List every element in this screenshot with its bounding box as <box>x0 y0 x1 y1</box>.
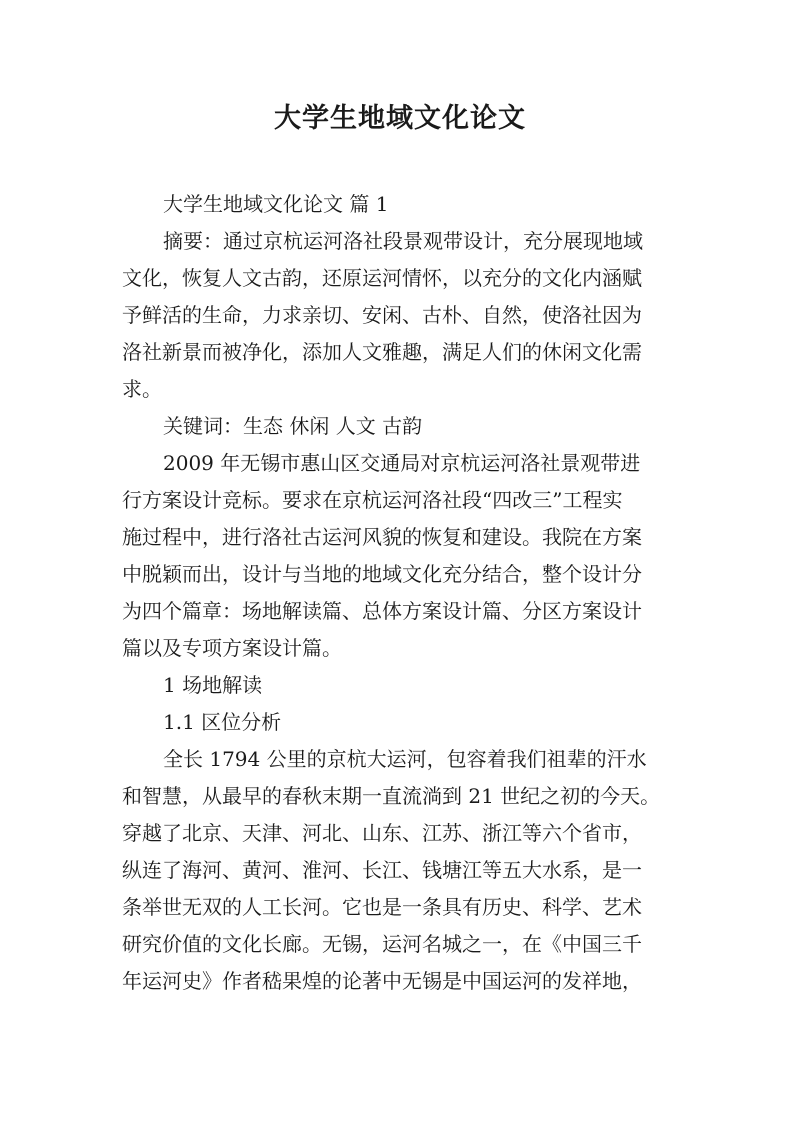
text-line: 研究价值的文化长廊。无锡，运河名城之一，在《中国三千 <box>122 932 642 956</box>
text-line: 大学生地域文化论文 篇 1 <box>163 192 389 216</box>
text-line: 条举世无双的人工长河。它也是一条具有历史、科学、艺术 <box>122 895 642 919</box>
text-line: 予鲜活的生命，力求亲切、安闲、古朴、自然，使洛社因为 <box>122 303 642 327</box>
text-line: 为四个篇章：场地解读篇、总体方案设计篇、分区方案设计 <box>122 599 642 623</box>
text-line: 纵连了海河、黄河、淮河、长江、钱塘江等五大水系，是一 <box>122 858 642 882</box>
document-body <box>122 186 682 1000</box>
text-line: 行方案设计竞标。要求在京杭运河洛社段“四改三”工程实 <box>122 488 623 512</box>
text-line: 1.1 区位分析 <box>163 710 282 734</box>
text-line: 1 场地解读 <box>163 673 263 697</box>
document-title: 大学生地域文化论文 <box>274 103 526 134</box>
text-line: 2009 年无锡市惠山区交通局对京杭运河洛社景观带进 <box>163 451 641 475</box>
text-line: 和智慧，从最早的春秋末期一直流淌到 21 世纪之初的今天。 <box>122 784 661 808</box>
text-line: 篇以及专项方案设计篇。 <box>122 636 342 660</box>
text-line: 关键词：生态 休闲 人文 古韵 <box>163 414 423 438</box>
text-line: 摘要：通过京杭运河洛社段景观带设计，充分展现地域 <box>163 229 643 253</box>
text-line: 年运河史》作者嵇果煌的论著中无锡是中国运河的发祥地， <box>122 969 642 993</box>
text-line: 穿越了北京、天津、河北、山东、江苏、浙江等六个省市， <box>122 821 642 845</box>
text-line: 中脱颖而出，设计与当地的地域文化充分结合，整个设计分 <box>122 562 642 586</box>
text-line: 洛社新景而被净化，添加人文雅趣，满足人们的休闲文化需 <box>122 340 642 364</box>
text-line: 文化，恢复人文古韵，还原运河情怀，以充分的文化内涵赋 <box>122 266 642 290</box>
text-line: 求。 <box>122 377 162 401</box>
text-line: 全长 1794 公里的京杭大运河，包容着我们祖辈的汗水 <box>163 747 647 771</box>
text-line: 施过程中，进行洛社古运河风貌的恢复和建设。我院在方案 <box>122 525 642 549</box>
